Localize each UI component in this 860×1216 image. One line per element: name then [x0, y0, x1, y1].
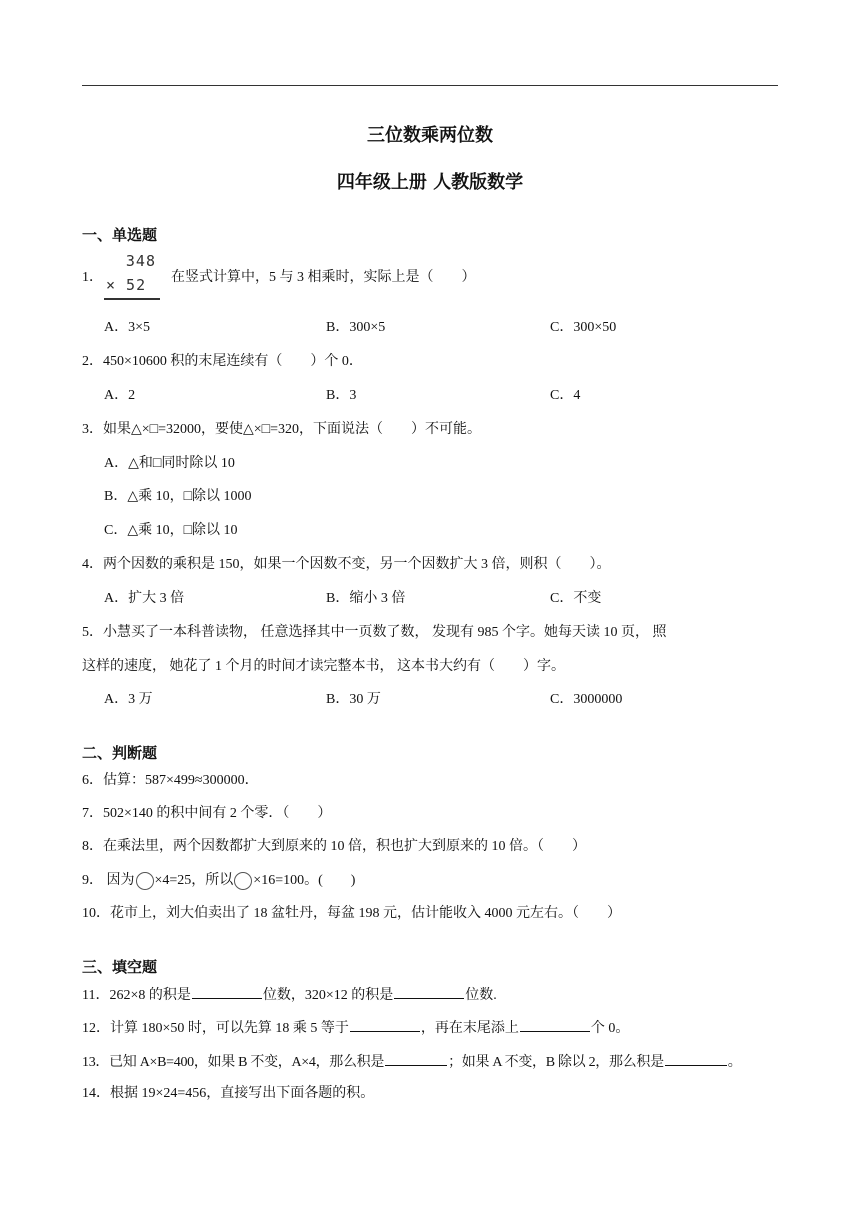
- question-4-option-b: B．缩小 3 倍: [326, 591, 406, 606]
- question-4-text: 4．两个因数的乘积是 150，如果一个因数不变，另一个因数扩大 3 倍，则积（ ）。: [82, 557, 611, 572]
- question-13: [82, 1051, 741, 1073]
- question-12: [82, 1017, 629, 1039]
- question-5-option-a: A．3 万: [104, 692, 153, 707]
- question-1-text: 在竖式计算中，5 与 3 相乘时，实际上是（ ）: [171, 270, 476, 285]
- page-title: 三位数乘两位数: [367, 125, 493, 146]
- question-12-part-a: 12．计算 180×50 时，可以先算 18 乘 5 等于: [82, 1021, 349, 1036]
- question-3-text: 3．如果△×□=32000，要使△×□=320，下面说法（ ）不可能。: [82, 422, 482, 437]
- question-8-text: 8．在乘法里，两个因数都扩大到原来的 10 倍，积也扩大到原来的 10 倍。（ ）: [82, 839, 586, 854]
- question-3-option-a: A．△和□同时除以 10: [104, 456, 235, 471]
- answer-blank[interactable]: [665, 1051, 727, 1066]
- question-13-part-b: ；如果 A 不变，B 除以 2，那么积是: [448, 1055, 664, 1070]
- answer-blank[interactable]: [192, 984, 262, 999]
- question-3-option-c: C．△乘 10，□除以 10: [104, 523, 238, 538]
- question-2-text: 2．450×10600 积的末尾连续有（ ）个 0．: [82, 354, 363, 369]
- question-11-part-b: 位数，320×12 的积是: [262, 988, 394, 1003]
- question-10-text: 10．花市上，刘大伯卖出了 18 盆牡丹，每盆 198 元，估计能收入 4000 元左右。（ ）: [82, 906, 621, 921]
- vertical-bar: [104, 298, 160, 300]
- question-2-option-c: C．4: [550, 388, 581, 403]
- vertical-top: 348: [125, 252, 156, 270]
- question-1-number: 1．: [82, 270, 103, 285]
- question-14-text: 14．根据 19×24=456，直接写出下面各题的积。: [82, 1086, 375, 1101]
- question-2-option-a: A．2: [104, 388, 136, 403]
- question-4-option-a: A．扩大 3 倍: [104, 591, 185, 606]
- answer-blank[interactable]: [520, 1017, 590, 1032]
- question-1-option-c: C．300×50: [550, 320, 617, 335]
- question-4-option-c: C．不变: [550, 591, 602, 606]
- question-7-text: 7．502×140 的积中间有 2 个零．（ ）: [82, 806, 332, 821]
- section-heading-single-choice: 一、单选题: [82, 226, 158, 244]
- question-12-part-b: ，再在末尾添上: [420, 1021, 519, 1036]
- vertical-bottom: × 52: [106, 276, 147, 294]
- question-9-part-c: ×16=100。( ): [253, 873, 356, 888]
- circle-icon: [136, 872, 154, 890]
- question-1-option-a: A．3×5: [104, 320, 151, 335]
- question-11-part-c: 位数.: [465, 988, 497, 1003]
- question-9-part-a: 9． 因为: [82, 873, 135, 888]
- section-heading-fill-blank: 三、填空题: [82, 958, 158, 976]
- question-3-option-b: B．△乘 10，□除以 1000: [104, 489, 252, 504]
- question-5-option-c: C．3000000: [550, 692, 623, 707]
- question-2-option-b: B．3: [326, 388, 357, 403]
- vertical-calculation-image: [104, 252, 162, 300]
- question-9-part-b: ×4=25，所以: [154, 873, 234, 888]
- answer-blank[interactable]: [394, 984, 464, 999]
- question-13-part-c: 。: [727, 1055, 742, 1070]
- question-13-part-a: 13．已知 A×B=400，如果 B 不变，A×4，那么积是: [82, 1055, 385, 1070]
- question-11: [82, 984, 497, 1006]
- page-subtitle: 四年级上册 人教版数学: [336, 172, 524, 193]
- answer-blank[interactable]: [350, 1017, 420, 1032]
- header-rule: [82, 85, 778, 86]
- question-1-option-b: B．300×5: [326, 320, 386, 335]
- question-11-part-a: 11．262×8 的积是: [82, 988, 191, 1003]
- question-12-part-c: 个 0。: [590, 1021, 630, 1036]
- question-5-line-1: 5．小慧买了一本科普读物， 任意选择其中一页数了数， 发现有 985 个字。她每天读 10 页， 照: [82, 625, 667, 640]
- question-5-line-2: 这样的速度， 她花了 1 个月的时间才读完整本书， 这本书大约有（ ）字。: [82, 659, 565, 674]
- section-heading-true-false: 二、判断题: [82, 744, 158, 762]
- circle-icon: [234, 872, 252, 890]
- question-5-option-b: B．30 万: [326, 692, 381, 707]
- answer-blank[interactable]: [385, 1051, 447, 1066]
- question-6-text: 6．估算：587×499≈300000．: [82, 773, 259, 788]
- question-9: [82, 871, 355, 891]
